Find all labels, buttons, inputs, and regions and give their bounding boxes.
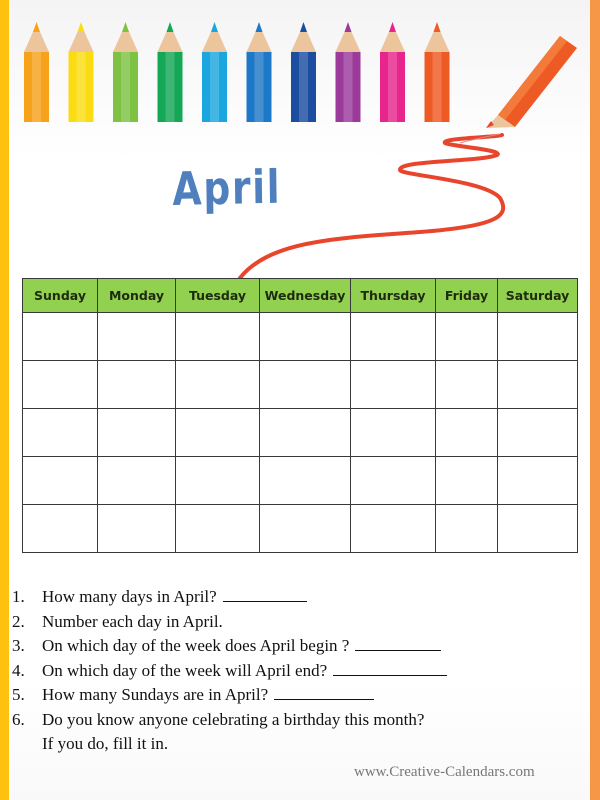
day-cell[interactable] [436,505,498,553]
calendar-grid [22,278,578,553]
question-text: Number each day in April. [42,611,223,631]
pencil-sky-blue-icon [202,22,227,122]
pencil-orange-icon [24,22,49,122]
pencil-light-green-icon [113,22,138,122]
week-row [23,457,578,505]
answer-blank[interactable] [223,587,307,602]
day-cell[interactable] [498,409,578,457]
question-number: 4. [12,660,25,680]
day-cell[interactable] [176,361,260,409]
writing-pencil-icon [486,36,577,128]
footer-website: www.Creative-Calendars.com [354,764,535,780]
answer-blank[interactable] [274,685,374,700]
question-text: On which day of the week does April begin ? [42,636,350,655]
day-cell[interactable] [98,409,176,457]
day-cell[interactable] [176,409,260,457]
day-cell[interactable] [260,409,351,457]
question-item [12,634,447,659]
day-cell[interactable] [260,457,351,505]
question-number: 6. [12,709,25,729]
day-cell[interactable] [498,457,578,505]
colored-pencils-illustration [0,0,600,140]
pencil-red-orange-icon [425,22,450,122]
question-text: How many days in April? [42,587,217,606]
day-cell[interactable] [23,409,98,457]
pencil-dark-blue-icon [291,22,316,122]
weekday-header: Saturday [498,279,578,313]
weekday-header: Wednesday [260,279,351,313]
question-continuation: If you do, fill it in. [42,734,169,753]
pencil-blue-icon [247,22,272,122]
weekday-header: Tuesday [176,279,260,313]
day-cell[interactable] [351,361,436,409]
pencil-purple-icon [336,22,361,122]
question-number: 3. [12,636,25,655]
answer-blank[interactable] [355,636,441,651]
question-text: How many Sundays are in April? [42,685,269,704]
week-row [23,409,578,457]
day-cell[interactable] [98,361,176,409]
pencil-pink-icon [380,22,405,122]
day-cell[interactable] [351,457,436,505]
day-cell[interactable] [351,505,436,553]
day-cell[interactable] [351,313,436,361]
question-list [12,585,447,757]
pencil-yellow-icon [69,22,94,122]
week-row [23,313,578,361]
question-number: 1. [12,587,25,606]
weekday-header: Thursday [351,279,436,313]
day-cell[interactable] [98,505,176,553]
week-row [23,505,578,553]
question-text: Do you know anyone celebrating a birthday this month? [42,709,425,729]
weekday-header-row [23,279,578,313]
question-number: 5. [12,685,25,704]
pencil-green-icon [158,22,183,122]
weekday-header: Friday [436,279,498,313]
answer-blank[interactable] [333,661,447,676]
day-cell[interactable] [436,313,498,361]
day-cell[interactable] [23,313,98,361]
question-item [12,610,447,635]
week-row [23,361,578,409]
day-cell[interactable] [436,361,498,409]
day-cell[interactable] [98,457,176,505]
question-text: On which day of the week will April end? [42,660,328,680]
day-cell[interactable] [176,457,260,505]
day-cell[interactable] [23,505,98,553]
question-item [12,708,447,733]
day-cell[interactable] [98,313,176,361]
question-item [12,585,447,610]
weekday-header: Monday [98,279,176,313]
day-cell[interactable] [436,409,498,457]
day-cell[interactable] [498,505,578,553]
question-number: 2. [12,611,25,631]
day-cell[interactable] [260,313,351,361]
day-cell[interactable] [23,361,98,409]
day-cell[interactable] [176,313,260,361]
question-item [12,683,447,708]
day-cell[interactable] [176,505,260,553]
question-item [12,659,447,684]
day-cell[interactable] [498,313,578,361]
day-cell[interactable] [351,409,436,457]
day-cell[interactable] [498,361,578,409]
month-title: April [172,159,282,216]
weekday-header: Sunday [23,279,98,313]
day-cell[interactable] [260,361,351,409]
day-cell[interactable] [436,457,498,505]
day-cell[interactable] [23,457,98,505]
day-cell[interactable] [260,505,351,553]
